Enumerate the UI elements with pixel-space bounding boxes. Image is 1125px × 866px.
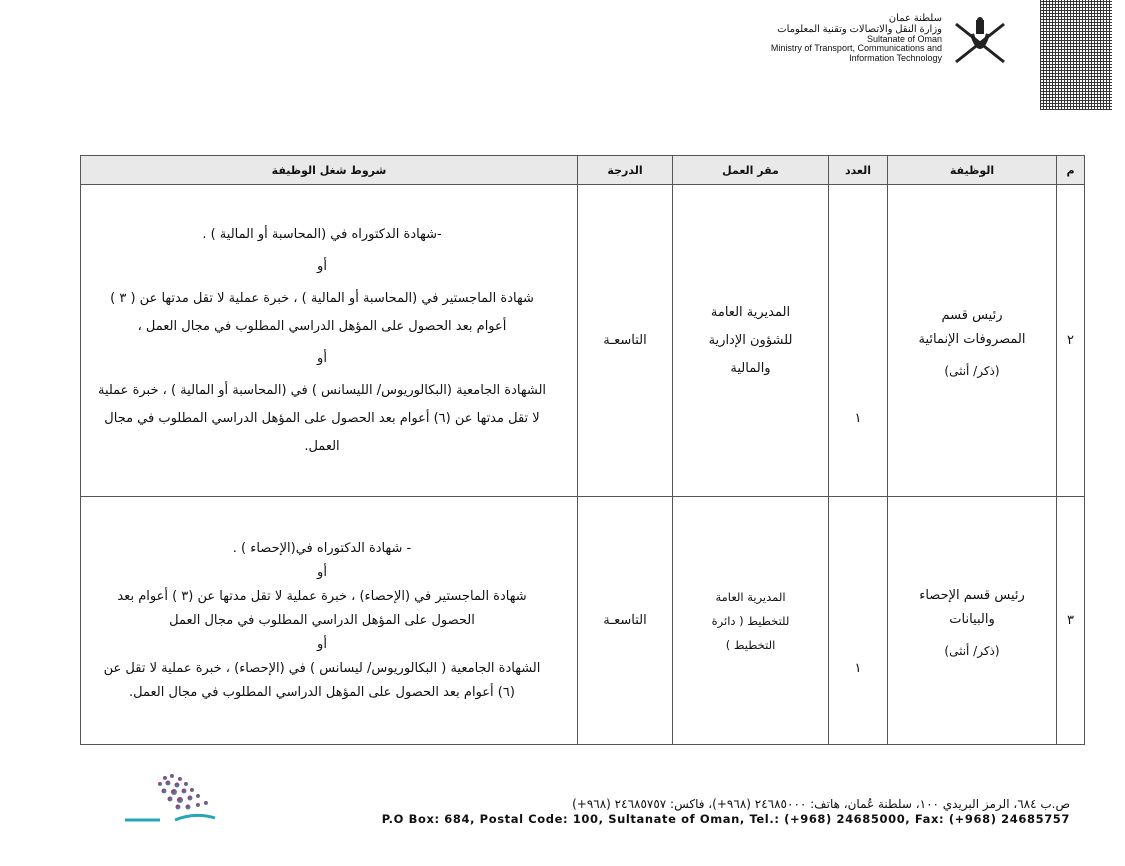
oman-logo-icon: [120, 770, 250, 830]
or-separator: أو: [317, 636, 327, 652]
count: ١: [829, 185, 888, 497]
header-count: العدد: [829, 156, 888, 185]
table-row: [81, 497, 1085, 745]
job-title-cell: [888, 497, 1057, 745]
ministry-header: [720, 14, 942, 63]
conditions-cell: [81, 497, 578, 745]
footer-address-ar: ص.ب ٦٨٤، الرمز البريدي ١٠٠، سلطنة عُمان، هاتف: ٢٤٦٨٥٠٠٠ (٩٦٨+)، فاكس: ٢٤٦٨٥٧٥٧ (٩٦٨+): [572, 797, 1070, 811]
or-separator: أو: [317, 564, 327, 580]
oman-emblem-icon: [946, 14, 1014, 70]
row-number: ٣: [1057, 497, 1085, 745]
condition-bachelor: الشهادة الجامعية (البكالوريوس/ الليسانس ) في (المحاسبة أو المالية ) ، خبرة عملية لا تقل مدتها عن (٦) أعوام بعد الحصول على المؤهل الدراسي المطلوب في مجال العمل.: [97, 382, 547, 454]
ministry-en-name-1: Ministry of Transport, Communications and: [770, 43, 942, 54]
condition-doctorate: - شهادة الدكتوراه في(الإحصاء ) .: [232, 540, 412, 556]
or-separator: أو: [317, 350, 327, 366]
ministry-ar-name: وزارة النقل والاتصالات وتقنية المعلومات: [777, 23, 942, 35]
grade: التاسعـة: [578, 497, 673, 745]
condition-bachelor: الشهادة الجامعية ( البكالوريوس/ ليسانس ) في (الإحصاء) ، خبرة عملية لا تقل عن (٦) أعوام بعد الحصول على المؤهل الدراسي المطلوب في مجال العمل.: [103, 660, 541, 700]
condition-masters: شهادة الماجستير في (الإحصاء) ، خبرة عملية لا تقل مدتها عن (٣ ) أعوام بعد الحصول على المؤهل الدراسي المطلوب في مجال العمل: [117, 588, 527, 628]
work-place: المديرية العامة للتخطيط ( دائرة التخطيط ): [673, 497, 829, 745]
condition-masters: شهادة الماجستير في (المحاسبة أو المالية ) ، خبرة عملية لا تقل مدتها عن ( ٣ ) أعوام بعد الحصول على المؤهل الدراسي المطلوب في مجال العمل ،: [110, 290, 534, 334]
header-no: م: [1057, 156, 1085, 185]
header-place: مقر العمل: [673, 156, 829, 185]
row-number: ٢: [1057, 185, 1085, 497]
gender: (ذكر/ أنثى): [944, 363, 1000, 378]
condition-doctorate: -شهادة الدكتوراه في (المحاسبة أو المالية ) .: [202, 226, 442, 242]
table-header-row: [81, 156, 1085, 185]
header-grade: الدرجة: [578, 156, 673, 185]
header-job: الوظيفة: [888, 156, 1057, 185]
gender: (ذكر/ أنثى): [944, 643, 1000, 658]
ministry-en-country: Sultanate of Oman: [866, 34, 942, 44]
job-title: رئيس قسم الإحصاء والبيانات: [919, 587, 1025, 627]
conditions-cell: [81, 185, 578, 497]
count: ١: [829, 497, 888, 745]
ministry-en-name-2: Information Technology: [849, 52, 942, 63]
work-place: المديرية العامة للشؤون الإدارية والمالية: [673, 185, 829, 497]
job-title: رئيس قسم المصروفات الإنمائية: [918, 307, 1026, 347]
or-separator: أو: [317, 258, 327, 274]
footer-address-en: P.O Box: 684, Postal Code: 100, Sultanate of Oman, Tel.: (+968) 24685000, Fax: (+968) 24685757: [381, 812, 1070, 826]
ministry-ar-country: سلطنة عمان: [888, 13, 942, 24]
table-row: [81, 185, 1085, 497]
qr-code: [1040, 0, 1112, 110]
jobs-table: [80, 155, 1085, 745]
job-title-cell: [888, 185, 1057, 497]
grade: التاسعـة: [578, 185, 673, 497]
header-conditions: شروط شغل الوظيفة: [81, 156, 578, 185]
